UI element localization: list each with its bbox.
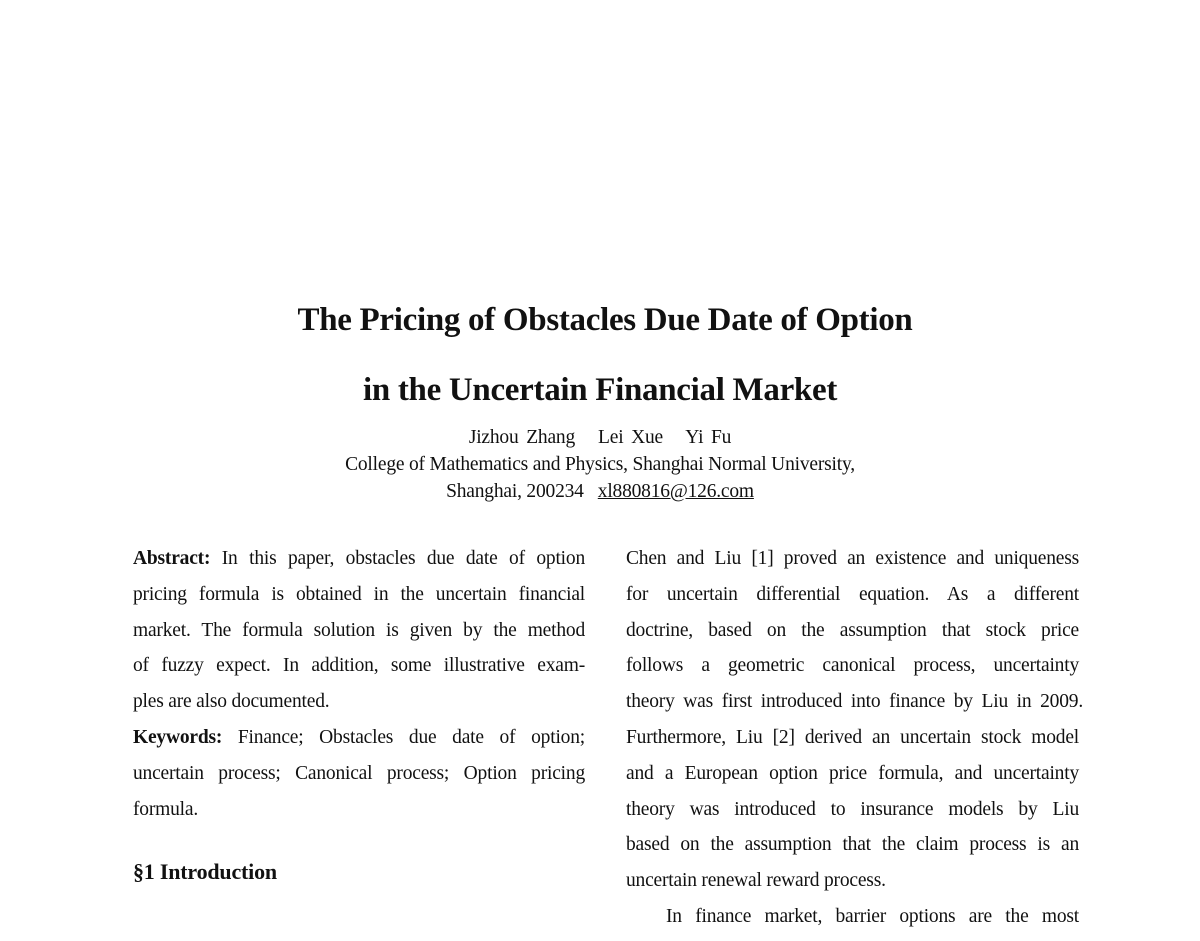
authors: Jizhou Zhang Lei Xue Yi Fu <box>468 427 732 448</box>
abstract-line: pricing formula is obtained in the uncertain financial <box>133 583 585 605</box>
keywords-label: Keywords: <box>133 726 223 748</box>
body-line: Chen and Liu [1] proved an existence and uniqueness <box>626 548 1079 569</box>
affiliation: College of Mathematics and Physics, Shanghai Normal University, <box>345 454 855 475</box>
abstract-line: market. The formula solution is given by the method <box>133 619 585 641</box>
body-line: theory was introduced to insurance models by Liu <box>626 798 1079 820</box>
title-line-1: The Pricing of Obstacles Due Date of Option <box>297 302 913 338</box>
email-link[interactable]: xl880816@126.com <box>597 481 754 502</box>
address <box>0 479 1200 505</box>
body-line: for uncertain differential equation. As a different <box>626 583 1079 605</box>
body-line: In finance market, barrier options are the most <box>666 905 1079 927</box>
keywords-line: uncertain process; Canonical process; Option pricing <box>133 762 585 784</box>
abstract-line <box>133 541 585 577</box>
left-column <box>133 541 585 889</box>
abstract-text: In this paper, obstacles due date of option <box>221 548 585 569</box>
right-column <box>626 541 1083 935</box>
abstract-line: ples are also documented. <box>133 691 330 713</box>
body-line: theory was first introduced into finance by Liu in 2009. <box>626 691 1083 713</box>
abstract <box>133 541 585 720</box>
keywords <box>133 720 585 827</box>
keywords-line <box>133 720 585 756</box>
body-line: doctrine, based on the assumption that stock price <box>626 619 1079 641</box>
title-line-2: in the Uncertain Financial Market <box>362 372 838 408</box>
keywords-text: Finance; Obstacles due date of option; <box>237 726 585 748</box>
body-line: based on the assumption that the claim process is an <box>626 834 1079 856</box>
address-location: Shanghai, 200234 <box>446 481 584 502</box>
abstract-label: Abstract: <box>133 548 211 569</box>
body-line: uncertain renewal reward process. <box>626 870 886 892</box>
abstract-line: of fuzzy expect. In addition, some illustrative exam- <box>133 655 585 677</box>
body-line: and a European option price formula, and uncertainty <box>626 762 1079 784</box>
keywords-line: formula. <box>133 798 199 820</box>
body-line: Furthermore, Liu [2] derived an uncertain stock model <box>626 726 1079 748</box>
body-line: follows a geometric canonical process, uncertainty <box>626 655 1079 677</box>
section-heading-introduction: §1 Introduction <box>133 859 277 885</box>
